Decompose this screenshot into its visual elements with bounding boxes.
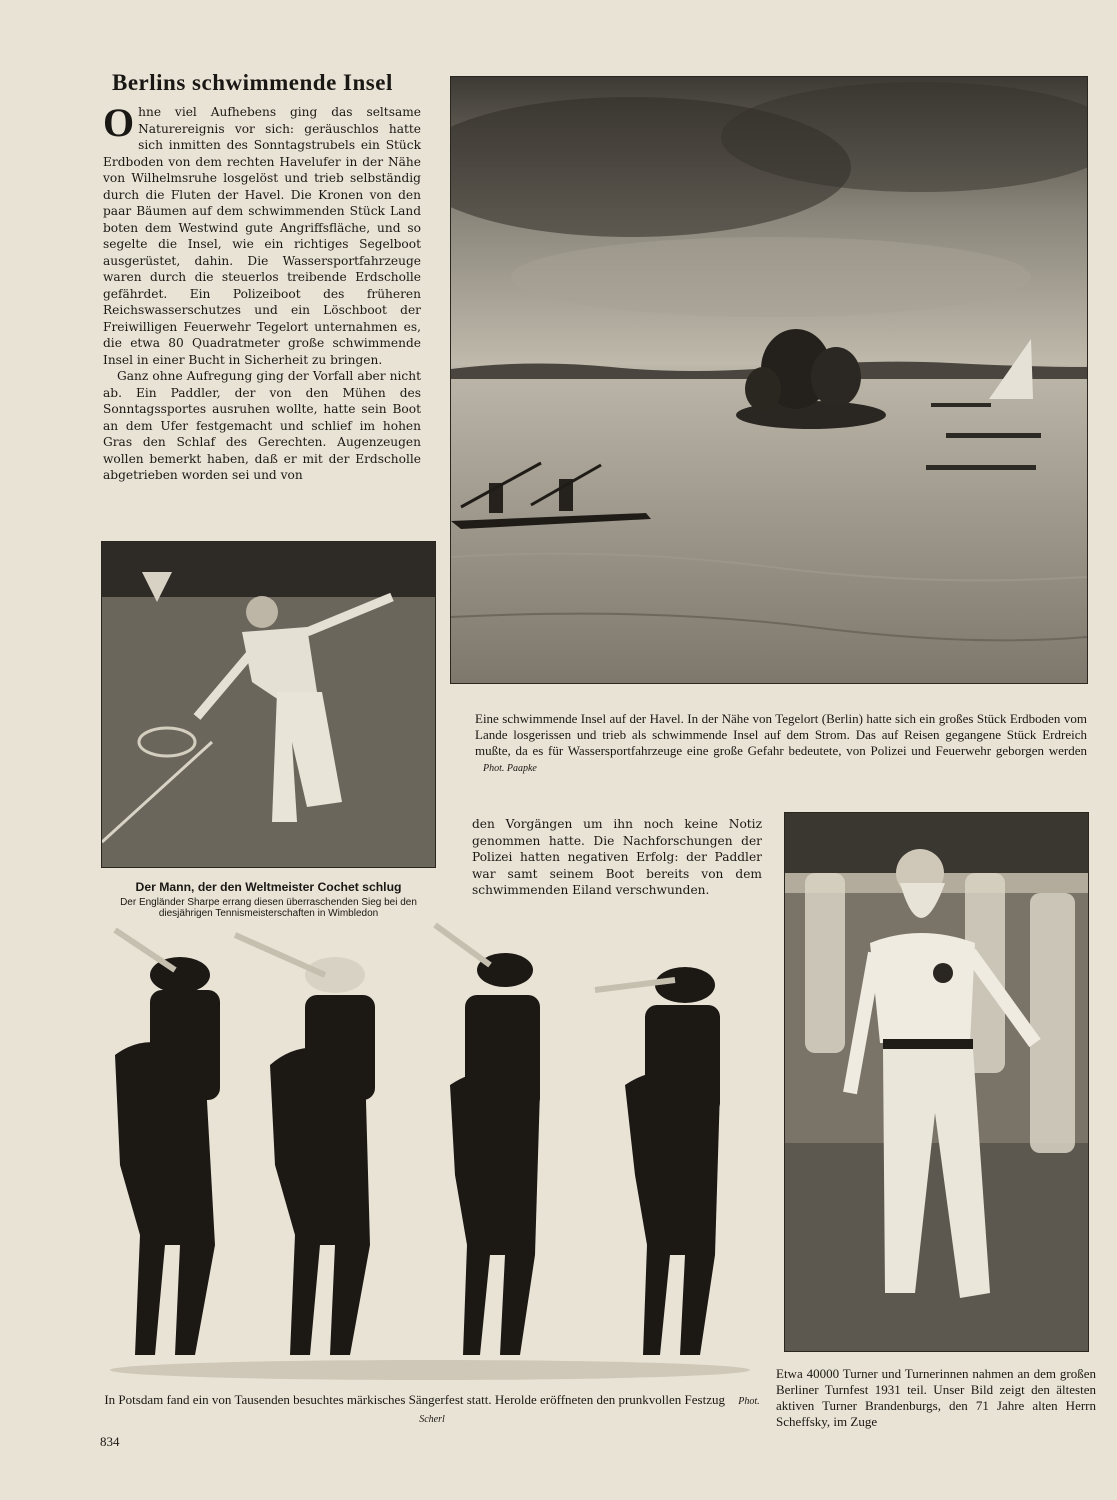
herold-rider-4: [595, 967, 720, 1355]
photo-floating-island: [450, 76, 1088, 684]
tennis-caption: [96, 880, 441, 919]
herolds-caption: In Potsdam fand ein von Tausenden besuchtes märkisches Sängerfest statt. Herolde eröffneten den prunkvollen Festzug Phot. Scherl: [104, 1392, 760, 1425]
island-caption: Eine schwimmende Insel auf der Havel. In der Nähe von Tegelort (Berlin) hatte sich ein großes Stück Erdboden vom Lande losgerissen und trieb als schwimmende Insel auf dem Strom. Das auf Reisen gegangene Stück Erdreich mußte, da es für Wassersportfahrzeuge eine große Gefahr bedeutete, von Polizei und Feuerwehr geborgen werden Phot. Paapke: [475, 711, 1087, 774]
article-title: Berlins schwimmende Insel: [112, 70, 393, 95]
page-number: 834: [100, 1434, 120, 1449]
tennis-caption-title: Der Mann, der den Weltmeister Cochet schlug: [135, 880, 402, 894]
article-paragraph-2: Ganz ohne Aufregung ging der Vorfall aber nicht ab. Ein Paddler, der von den Mühen des Sonntagssportes ausruhen wollte, hatte sein Boot an dem Ufer festgemacht und schlief im hohen Gras den Schlaf des Gerechten. Augenzeugen wollen bemerkt haben, daß er mit der Erdscholle abgetrieben worden sei und von: [103, 369, 421, 482]
photo-credit-scherl: Phot. Scherl: [419, 1396, 760, 1425]
photo-old-gymnast: [784, 812, 1089, 1352]
photo-credit-paapke: Phot. Paapke: [483, 763, 537, 774]
herold-rider-2: [235, 935, 375, 1355]
article-continuation: den Vorgängen um ihn noch keine Notiz genommen hatte. Die Nachforschungen der Polizei hatten negativen Erfolg: der Paddler war samt seinem Boot bereits von dem schwimmenden Eiland verschwunden.: [472, 817, 762, 897]
herold-rider-3: [435, 925, 540, 1355]
photo-mounted-herolds: [95, 915, 765, 1385]
article-paragraph-1: Ohne viel Aufhebens ging das seltsame Naturereignis vor sich: geräuschlos hatte sich inmitten des Sonntagstrubels ein Stück Erdboden von dem rechten Havelufer in der Nähe von Wilhelmsruhe losgelöst und trieb selbständig durch die Fluten der Havel. Die Kronen von den paar Bäumen auf dem schwimmenden Stück Land boten dem Westwind gute Angriffsfläche, und so segelte die Insel, wie ein richtiges Segelboot ausgerüstet, dahin. Die Wassersportfahrzeuge waren durch die steuerlos treibende Erdscholle gefährdet. Ein Polizeiboot des früheren Reichswasserschutzes und ein Löschboot der Freiwilligen Feuerwehr Tegelort unternahmen es, die etwa 80 Quadratmeter große schwimmende Insel in einer Bucht in Sicherheit zu bringen.: [103, 100, 421, 367]
photo-tennis-player: [101, 541, 436, 868]
herold-rider-1: [115, 930, 220, 1355]
drop-cap: O: [103, 100, 135, 145]
tennis-caption-subtitle: Der Engländer Sharpe errang diesen überraschenden Sieg bei den diesjährigen Tennismeisterschaften in Wimbledon: [120, 897, 417, 919]
turner-caption: Etwa 40000 Turner und Turnerinnen nahmen an dem großen Berliner Turnfest 1931 teil. Unser Bild zeigt den ältesten aktiven Turner Brandenburgs, den 71 Jahre alten Herrn Scheffsky, im Zuge: [776, 1366, 1096, 1429]
article-body: [103, 100, 421, 504]
